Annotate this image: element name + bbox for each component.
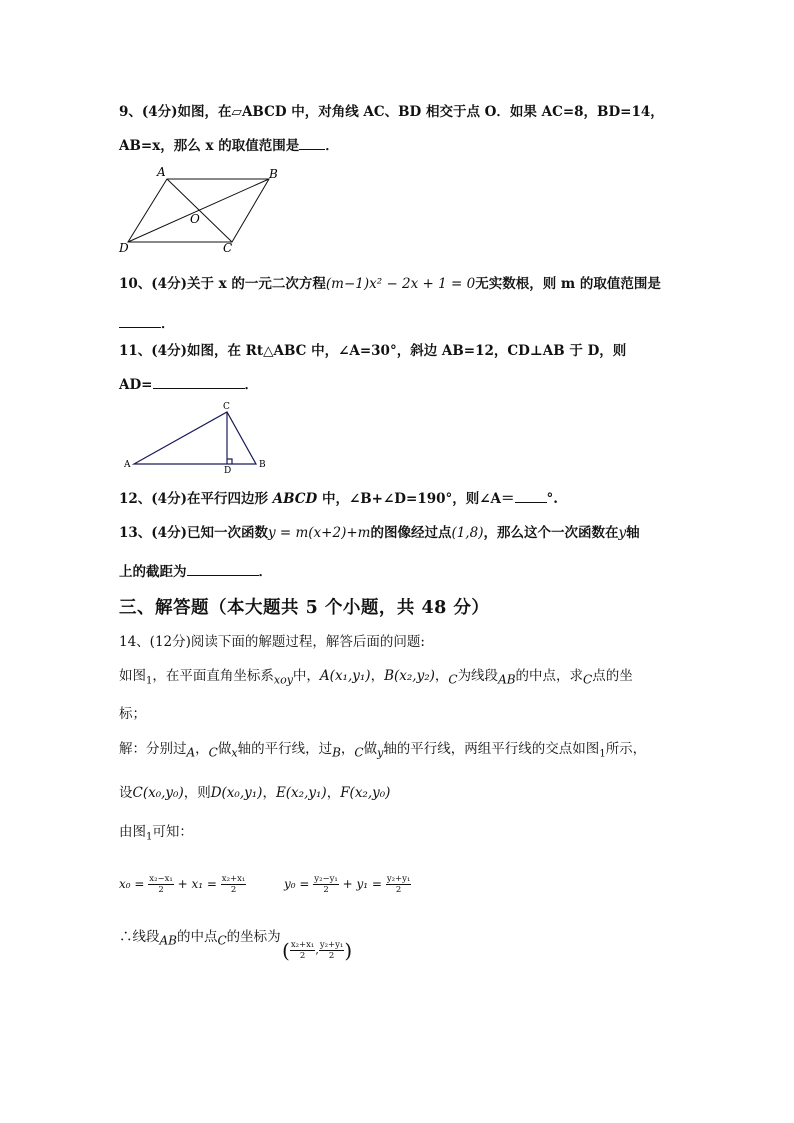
q14-sol-text-g: 轴的平行线，两组平行线的交点如图 <box>383 741 600 757</box>
q14-p1-sep1: ， <box>370 668 385 684</box>
q13-answer-blank <box>187 561 259 576</box>
q14-by-text: 由图 <box>119 824 146 840</box>
q12-text-c: °. <box>546 491 558 507</box>
frac-denominator: 2 <box>323 885 329 895</box>
q12-abcd: ABCD <box>272 491 318 507</box>
q14-p1-xoy: xoy <box>273 673 293 687</box>
triangle-abc <box>134 412 256 464</box>
q11-line2-text: AD= <box>119 377 153 393</box>
q14-set-line <box>119 784 390 802</box>
q14-set-e: E(x₂,y₁) <box>275 785 327 801</box>
q14-p1-text-c: 中， <box>292 668 320 684</box>
q10-line1 <box>119 275 661 293</box>
q14-set-d: D(x₀,y₁) <box>210 785 263 801</box>
q14-p1-text-h: 点的坐 <box>592 668 633 684</box>
q13-text-b: 的图像经过点 <box>370 525 452 541</box>
q14-problem-line2: 标； <box>119 706 146 722</box>
q14-sol-text-f: 做 <box>363 741 378 757</box>
q14-p1-sep2: ， <box>434 668 449 684</box>
q14-frac-x-sum <box>221 874 247 895</box>
q14-sol-text-c: 做 <box>217 741 232 757</box>
q13-axis: y <box>618 525 627 541</box>
q9-parallelogram-figure <box>115 164 290 256</box>
q11-answer-blank <box>153 374 245 389</box>
q9-label-b: B <box>269 167 278 181</box>
frac-denominator: 2 <box>395 885 402 895</box>
q14-set-text-b: ，则 <box>183 785 211 801</box>
q14-eq-plus-x1: + x₁ = <box>177 877 217 891</box>
section-3-heading: 三、解答题（本大题共 5 个小题，共 48 分） <box>119 598 490 618</box>
frac-denominator: 2 <box>299 951 306 961</box>
q14-intro: 14、(12分)阅读下面的解题过程，解答后面的问题: <box>119 634 425 650</box>
q9-label-o: O <box>190 212 200 226</box>
q13-line2-end: ． <box>258 564 272 580</box>
q9-line1: 9、(4分)如图，在▱ABCD 中，对角线 AC、BD 相交于点 O．如果 AC=8，BD=14， <box>119 104 664 120</box>
q14-frac-x-diff <box>148 874 174 895</box>
q14-concl-text-b: 的中点 <box>176 929 218 945</box>
q14-point-a: A(x₁,y₁) <box>319 668 371 684</box>
q14-p1-ab: AB <box>498 672 516 687</box>
q14-coord-x <box>290 940 316 961</box>
q14-solution-line1 <box>119 740 646 764</box>
q14-sol-b: B <box>332 745 341 760</box>
right-angle-mark <box>227 459 232 464</box>
q11-line1: 11、(4分)如图，在 Rt△ABC 中，∠A=30°，斜边 AB=12，CD⊥AB 于 D，则 <box>119 343 627 359</box>
q14-point-b: B(x₂,y₂) <box>384 668 435 684</box>
q14-set-f: F(x₂,y₀) <box>340 785 391 801</box>
q10-end: ． <box>161 316 175 332</box>
q14-midpoint-coords <box>282 940 352 961</box>
q12-text-a: 12、(4分)在平行四边形 <box>119 491 273 507</box>
q9-label-a: A <box>157 165 166 179</box>
q14-coord-y <box>319 940 345 961</box>
q14-p1-text-g: 的中点，求 <box>515 668 584 684</box>
q14-frac-y-diff <box>313 874 339 895</box>
q14-by-text-b: 可知： <box>152 824 193 840</box>
q14-sol-fig-num: 1 <box>599 748 606 760</box>
q10-suffix: 无实数根，则 m 的取值范围是 <box>475 276 661 292</box>
q13-point: (1,8) <box>451 525 484 541</box>
q10-line2 <box>119 313 175 333</box>
q14-sol-text-h: 所示， <box>605 741 647 757</box>
q14-frac-y-sum <box>386 874 412 895</box>
q13-text-a: 13、(4分)已知一次函数 <box>119 525 268 541</box>
q13-text-d: 轴 <box>626 525 640 541</box>
left-paren: ( <box>282 938 290 963</box>
q14-p1-text-b: ，在平面直角坐标系 <box>152 668 274 684</box>
q14-concl-text-c: 的坐标为 <box>226 929 281 945</box>
q11-label-b: B <box>259 460 266 470</box>
frac-numerator: y₂+y₁ <box>386 874 411 884</box>
q14-set-text: 设 <box>119 785 133 801</box>
q11-label-c: C <box>223 402 230 412</box>
q14-eq-x0: x₀ = <box>119 877 145 891</box>
q14-p1-fig-num: 1 <box>146 675 153 687</box>
q10-equation: (m−1)x² − 2x + 1 = 0 <box>325 276 476 292</box>
q11-label-d: D <box>224 466 232 476</box>
q9-line2-text: AB=x，那么 x 的取值范围是 <box>119 138 300 154</box>
q10-prefix: 10、(4分)关于 x 的一元二次方程 <box>119 276 326 292</box>
q12-answer-blank <box>515 488 547 503</box>
q14-sol-a: A <box>186 745 196 760</box>
frac-numerator: y₂−y₁ <box>314 874 338 884</box>
q14-equation-line <box>119 874 411 895</box>
q14-p1-text-f: 为线段 <box>457 668 499 684</box>
q11-label-a: A <box>124 460 131 470</box>
q14-sol-text-d: 轴的平行线，过 <box>237 741 333 757</box>
q14-eq-plus-y1: + y₁ = <box>342 877 382 891</box>
q14-p1-c: C <box>448 672 458 687</box>
frac-numerator: x₂−x₁ <box>149 874 173 884</box>
q14-concl-text: ∴线段 <box>119 929 160 945</box>
q14-problem-line1 <box>119 667 633 691</box>
right-paren: ) <box>344 938 353 963</box>
frac-numerator: x₂+x₁ <box>221 874 246 884</box>
q14-sol-c: C <box>208 745 218 760</box>
q14-sol-sep2: ， <box>340 741 355 757</box>
q9-line2 <box>119 135 339 155</box>
q14-sol-sep1: ， <box>195 741 209 757</box>
q11-triangle-figure <box>120 397 280 477</box>
q13-text-c: ，那么这个一次函数在 <box>483 525 619 541</box>
q14-concl-c: C <box>217 933 227 948</box>
frac-numerator: y₂+y₁ <box>319 940 344 950</box>
q11-line2-end: ． <box>244 377 258 393</box>
q14-eq-y0: y₀ = <box>283 877 310 891</box>
q14-sol-x: x <box>231 746 238 760</box>
q14-by-fig-num: 1 <box>146 831 153 843</box>
diagonal-bd <box>128 179 269 242</box>
q14-set-c: C(x₀,y₀) <box>132 785 184 801</box>
q14-set-sep1: ， <box>262 785 276 801</box>
q14-p1-c2: C <box>583 672 593 687</box>
q14-sol-text-a: 解：分别过 <box>119 741 187 757</box>
q12-text-b: 中，∠B+∠D=190°，则∠A＝ <box>317 491 515 507</box>
frac-denominator: 2 <box>158 885 164 895</box>
q12-line <box>119 488 558 508</box>
q9-label-c: C <box>223 241 233 255</box>
q9-answer-blank <box>299 135 325 150</box>
q14-p1-text: 如图 <box>119 668 146 684</box>
q11-line2 <box>119 374 258 394</box>
frac-denominator: 2 <box>230 885 237 895</box>
q14-sol-y: y <box>377 746 384 760</box>
comma: , <box>315 943 319 957</box>
frac-numerator: x₂+x₁ <box>290 940 315 950</box>
q9-label-d: D <box>119 241 129 255</box>
q14-by-figure-line <box>119 823 193 847</box>
q13-function: y = m(x+2)+m <box>267 525 371 541</box>
q14-sol-c2: C <box>354 745 364 760</box>
q13-line1 <box>119 524 640 542</box>
q13-line2 <box>119 561 272 581</box>
q13-line2-text: 上的截距为 <box>119 564 187 580</box>
q14-conclusion-line <box>119 928 281 950</box>
q10-answer-blank <box>119 313 161 328</box>
frac-denominator: 2 <box>328 951 335 961</box>
q14-concl-ab: AB <box>159 933 177 948</box>
q14-set-sep2: ， <box>326 785 341 801</box>
q9-line2-end: ． <box>325 138 339 154</box>
